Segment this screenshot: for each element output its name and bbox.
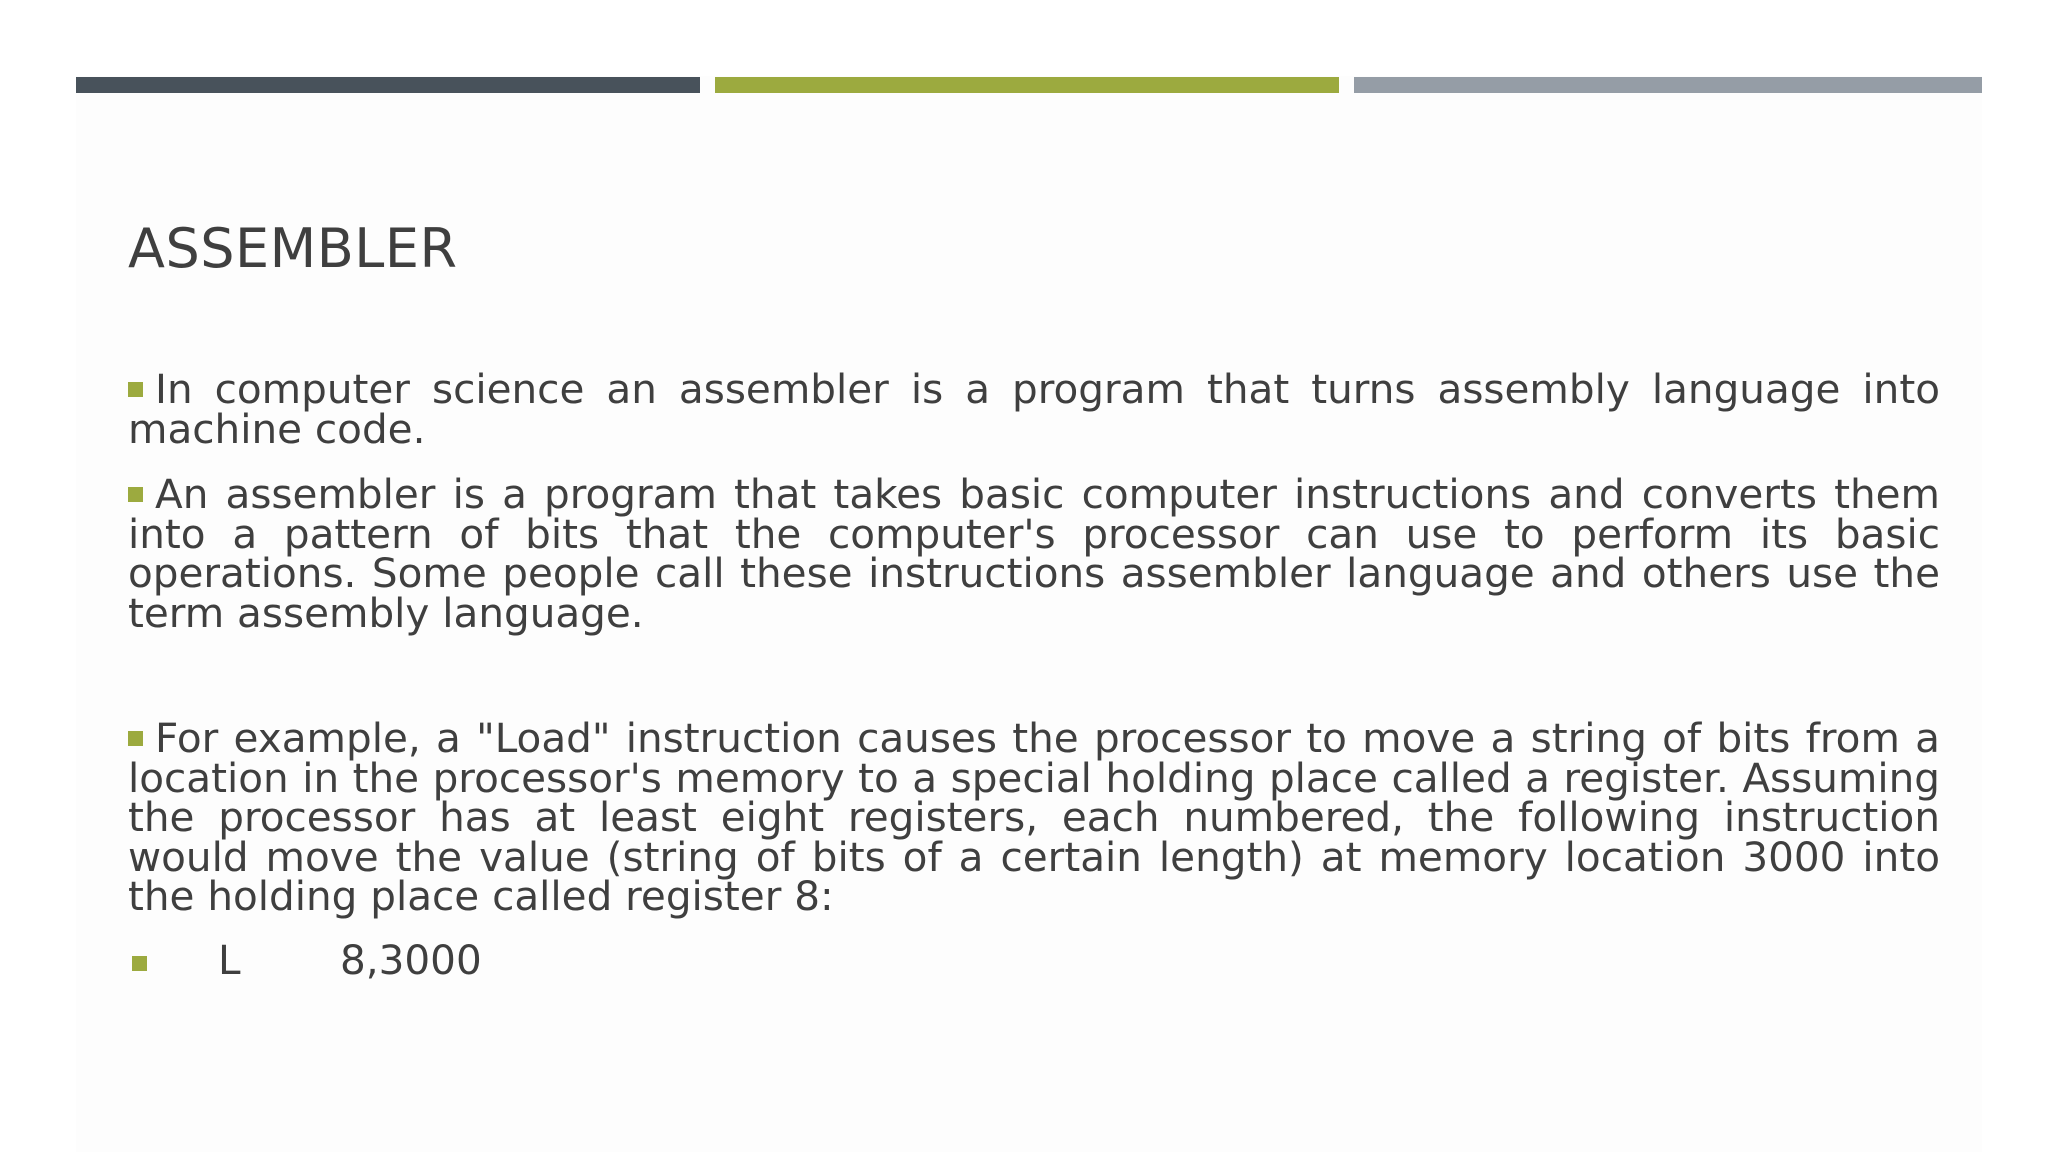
bullet-item	[128, 365, 1940, 453]
bullet-square-icon	[128, 382, 143, 397]
code-opcode: L	[218, 935, 241, 984]
bullet-square-icon	[128, 731, 143, 746]
slide-title: ASSEMBLER	[128, 217, 458, 280]
bullet-item	[128, 470, 1940, 637]
header-accent-bars	[76, 77, 1982, 93]
bullet-square-icon	[132, 956, 147, 971]
code-operands: 8,3000	[340, 935, 482, 984]
bullet-text: In computer science an assembler is a program that turns assembly language into machine code.	[128, 365, 1940, 453]
accent-bar-gray	[1354, 77, 1982, 93]
bullet-text: For example, a "Load" instruction causes the processor to move a string of bits from a location in the processor's memory to a special holding place called a register. Assuming the processor has at least eight registers, each numbered, the following instruction would move the value (string of bits of a certain length) at memory location 3000 into the holding place called register 8:	[128, 714, 1940, 920]
slide-content	[128, 365, 1940, 984]
accent-bar-green	[715, 77, 1339, 93]
bullet-item	[128, 714, 1940, 920]
code-example	[128, 935, 1940, 984]
bullet-square-icon	[128, 487, 143, 502]
bullet-text: An assembler is a program that takes basic computer instructions and converts them into a pattern of bits that the computer's processor can use to perform its basic operations. Some people call these instructions assembler language and others use the term assembly language.	[128, 470, 1940, 637]
accent-bar-dark	[76, 77, 700, 93]
